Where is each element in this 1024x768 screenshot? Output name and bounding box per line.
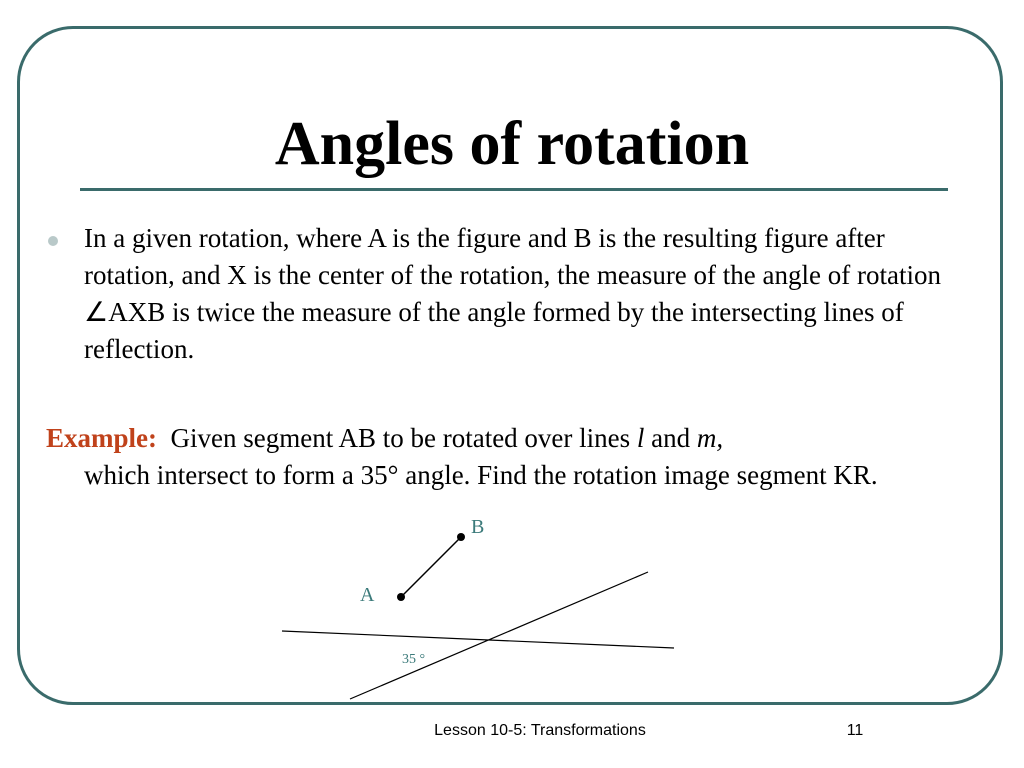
example-text-rest: which intersect to form a 35° angle. Find the rotation image segment KR.: [84, 460, 878, 490]
page-number: 11: [846, 722, 864, 739]
label-a: A: [360, 584, 375, 606]
example-label: Example:: [46, 423, 157, 453]
label-b: B: [471, 516, 485, 538]
example-text-and: and: [644, 423, 697, 453]
line-l-variable: l: [636, 423, 645, 453]
point-b: [457, 533, 465, 541]
point-a: [397, 593, 405, 601]
slide-title: Angles of rotation: [274, 110, 750, 178]
footer-lesson: Lesson 10-5: Transformations: [434, 722, 646, 739]
line-m-variable: m,: [696, 423, 724, 453]
example-text-start: Given segment AB to be rotated over lines: [170, 423, 637, 453]
line-l: [282, 631, 674, 648]
segment-ab: [401, 537, 461, 597]
bullet-paragraph: In a given rotation, where A is the figure and B is the resulting figure after rotation, and X is the center of the rotation, the measure of the angle of rotation ∠AXB is twice the measure of the angle formed by the intersecting lines of reflection.: [84, 223, 941, 364]
angle-label: 35 °: [402, 652, 426, 667]
